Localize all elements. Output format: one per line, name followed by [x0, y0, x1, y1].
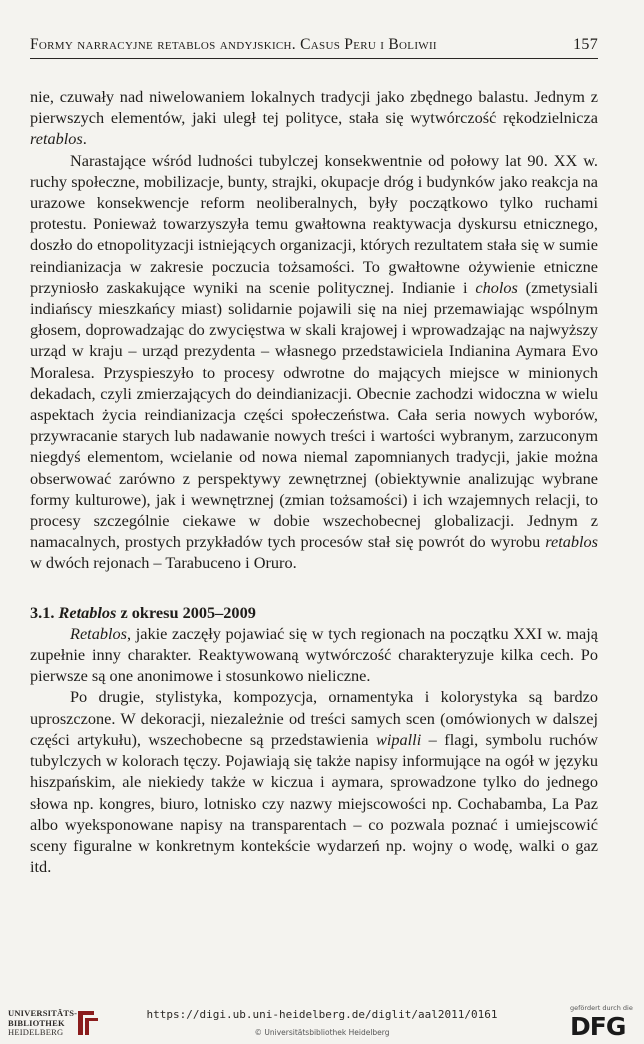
- paragraph-4-text-a: Po drugie, stylistyka, kompozycja, ornamentyka i kolorystyka są bardzo uproszczone. W dekoracji, niezależnie od treści samych scen (omówionych w dalszej części artykułu), wszechobecne są przedstawienia: [30, 687, 598, 749]
- page-number: 157: [573, 36, 598, 53]
- paragraph-3: [30, 623, 598, 687]
- dfg-funded-by: gefördert durch die: [570, 1004, 633, 1012]
- source-url[interactable]: https://digi.ub.uni-heidelberg.de/diglit/aal2011/0161: [146, 1008, 498, 1021]
- section-number: 3.1.: [30, 602, 55, 622]
- library-line-3: HEIDELBERG: [8, 1027, 64, 1037]
- paragraph-3-italic: Retablos: [70, 623, 127, 643]
- paragraph-1-text: nie, czuwały nad niwelowaniem lokalnych tradycji jako zbędnego balastu. Jednym z pierwszych elementów, jaki uległ tej polityce, stała się wytwórczość rękodzielnicza: [30, 87, 598, 128]
- paragraph-4-text-b: – flagi, symbolu ruchów tubylczych w kolorach tęczy. Pojawiają się także napisy informujące na ogół w języku hiszpańskim, ale niekiedy także w kiczua i aymara, sprowadzone tylko do jednego słowa np. kongres, biuro, lotnisko czy nazwy miejscowości np. Cochabamba, La Paz albo wyeksponowane napisy na transparentach – co pozwala poznać i umiejscowić sceny figuralne w konkretnym kontekście wydarzeń np. wojny o wodę, walki o gaz itd.: [30, 729, 598, 877]
- paragraph-2: [30, 150, 598, 574]
- paragraph-1-end: .: [82, 129, 87, 149]
- header-rule: [30, 58, 598, 59]
- dfg-wordmark: DFG: [570, 1012, 626, 1041]
- body-text: [30, 86, 598, 877]
- dfg-logo[interactable]: [566, 1004, 636, 1040]
- paragraph-2-text-c: w dwóch rejonach – Tarabuceno i Oruro.: [30, 553, 297, 573]
- paragraph-2-italic-a: cholos: [475, 277, 518, 297]
- library-line-2: BIBLIOTHEK: [8, 1017, 65, 1028]
- paragraph-3-text: , jakie zaczęły pojawiać się w tych regionach na początku XXI w. mają zupełnie inny charakter. Reaktywowaną wytwórczość charakteryzuje kilka cech. Po pierwsze są one anonimowe i stosunkowo nieliczne.: [30, 623, 598, 686]
- section-title-italic: Retablos: [58, 602, 117, 622]
- running-head: [30, 36, 598, 56]
- paragraph-1: [30, 86, 598, 150]
- section-title-rest: z okresu 2005–2009: [116, 602, 256, 622]
- library-line-1: UNIVERSITÄTS-: [8, 1008, 78, 1018]
- paragraph-4: [30, 686, 598, 877]
- running-title: Formy narracyjne retablos andyjskich. Casus Peru i Boliwii: [30, 36, 437, 53]
- paragraph-2-italic-b: retablos: [545, 532, 598, 552]
- section-heading: [30, 602, 598, 623]
- paragraph-4-italic: wipalli: [375, 729, 422, 749]
- copyright-notice: © Universitätsbibliothek Heidelberg: [254, 1028, 390, 1037]
- paragraph-2-text-b: (zmetysiali indiańscy mieszkańcy miast) solidarnie pojawili się na niej przemawiając wspólnym głosem, doprowadzając do zwycięstwa w skali krajowej i wprowadzając na najwyższy urząd w kraju – urząd prezydenta – własnego przedstawiciela Indianina Aymara Evo Moralesa. Przyspieszyło to procesy odwrotne do mających miejsce w minionych dekadach, czyli zmierzających do deindianizacji. Obecnie zachodzi widoczna w wielu aspektach życia reindianizacja części społeczeństwa. Cała seria nowych wyborów, przywracanie starych lub nadawanie nowych treści i wartości wybranym, zarzuconym niegdyś elementom, wcielanie od nowa niemal zapomnianych tradycji, jakie można obserwować zarówno z perspektywy zewnętrznej (obiektywnie analizując wybrane formy kulturowe), jak i wewnętrznej (zmian tożsamości) i ich wzajemnych relacji, to procesy szczególnie ciekawe w dobie wszechobecnej globalizacji. Jednym z namacalnych, prostych przykładów tych procesów stał się powrót do wyrobu: [30, 277, 598, 552]
- paragraph-2-text-a: Narastające wśród ludności tubylczej konsekwentnie od połowy lat 90. XX w. ruchy społeczne, mobilizacje, bunty, strajki, okupacje dróg i budynków jako reakcja na urazowe konsekwencje reform neoliberalnych, były początkowo tylko ruchami protestu. Ponieważ towarzyszyła temu gwałtowna reaktywacja dyskursu etnicznego, doszło do etnopolityzacji istniejących organizacji, których rezultatem stała się w sumie reindianizacja w zakresie poczucia tożsamości. To gwałtowne ożywienie etniczne przyniosło zaskakujące wyniki na scenie politycznej. Indianie i: [30, 150, 598, 297]
- paragraph-1-italic: retablos: [30, 129, 83, 149]
